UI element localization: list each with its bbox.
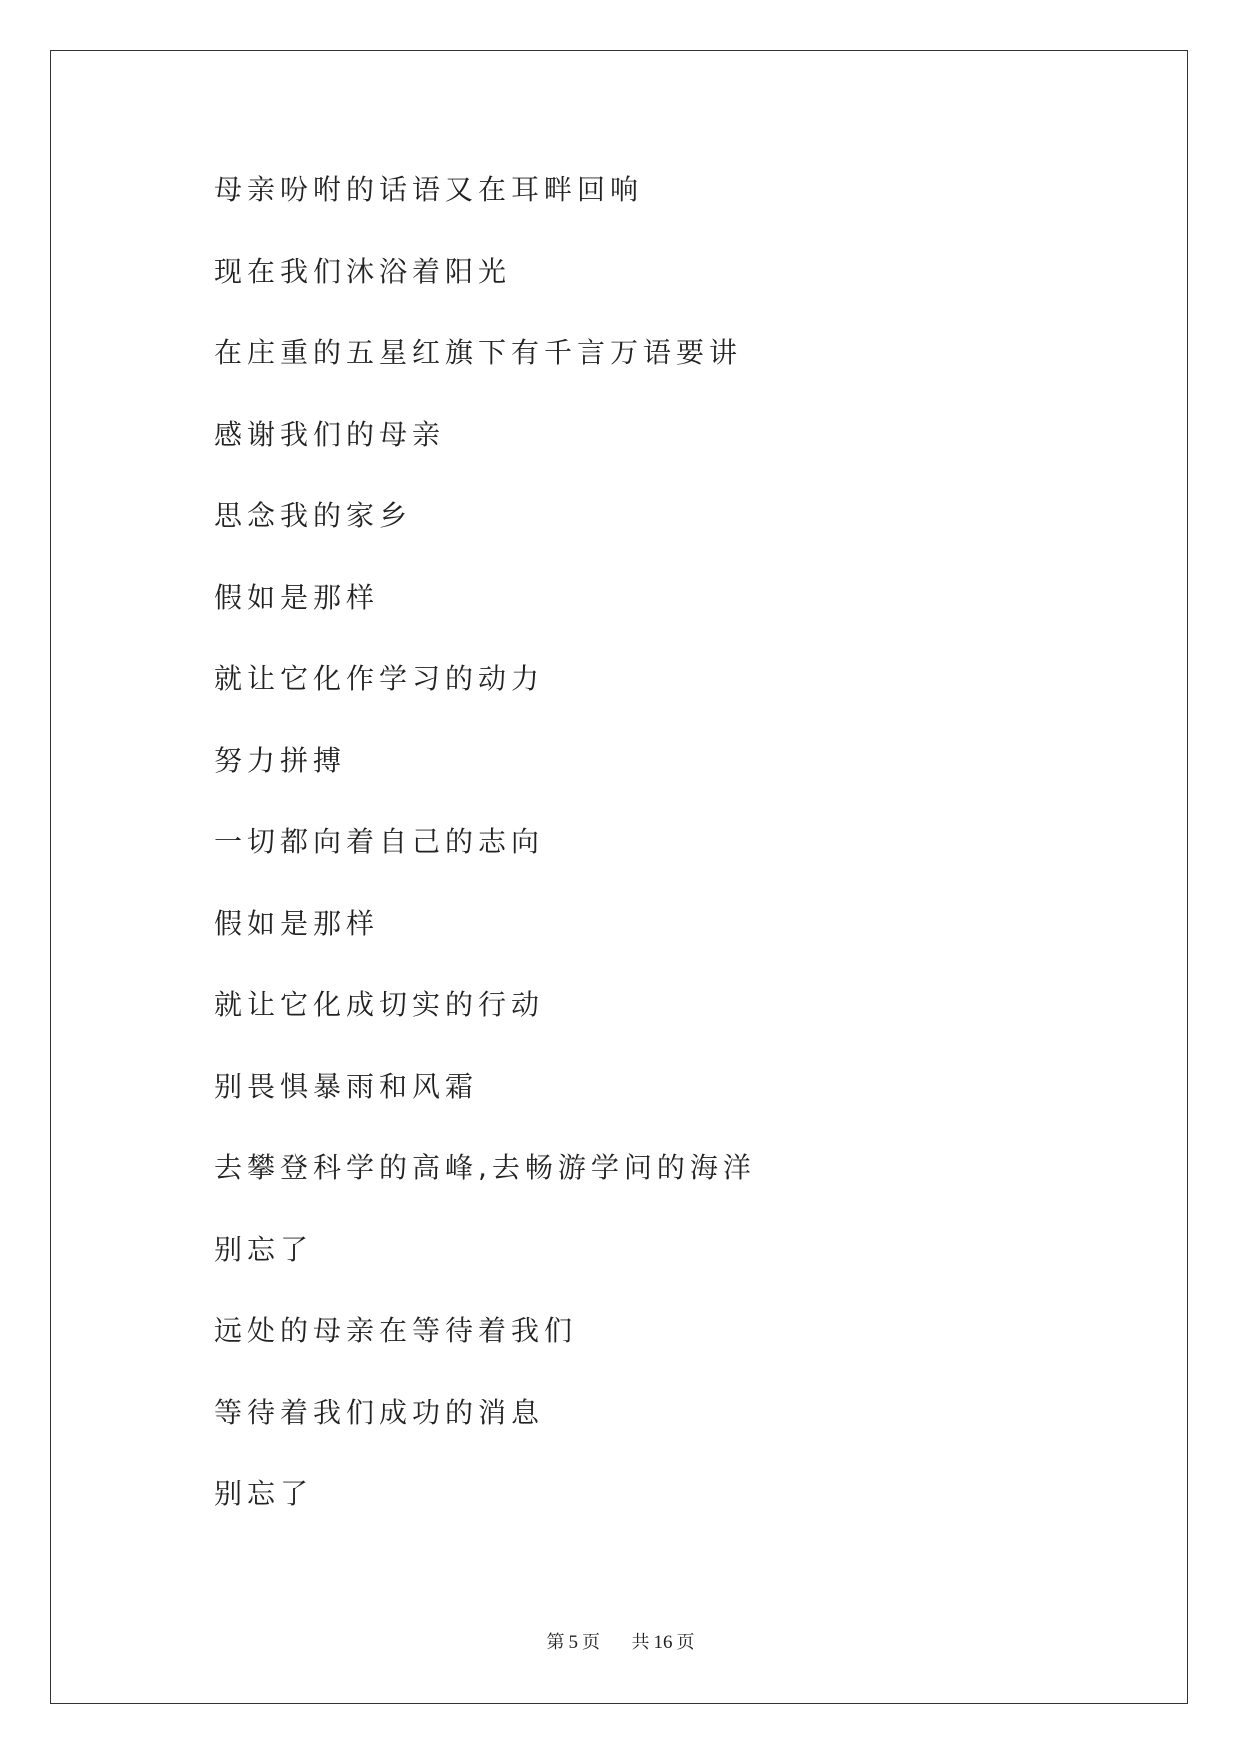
poem-line: 感谢我们的母亲 [214,417,446,451]
poem-line: 别忘了 [214,1232,314,1266]
poem-line: 努力拼搏 [214,743,347,777]
page-footer [0,1628,1241,1654]
total-page-number: 16 [653,1632,673,1653]
poem-line: 思念我的家乡 [214,499,413,532]
poem-line: 远处的母亲在等待着我们 [214,1314,578,1347]
poem-line: 别忘了 [214,1477,314,1510]
poem-body [214,168,756,1554]
page-prefix: 第 [546,1632,565,1653]
poem-line: 别畏惧暴雨和风霜 [214,1069,479,1103]
poem-line: 就让它化成切实的行动 [214,988,545,1021]
poem-line: 去攀登科学的高峰,去畅游学问的海洋 [214,1151,756,1184]
poem-line: 在庄重的五星红旗下有千言万语要讲 [214,336,743,369]
total-suffix: 页 [676,1632,695,1653]
poem-line: 母亲吩咐的话语又在耳畔回响 [214,173,644,206]
poem-line: 现在我们沐浴着阳光 [214,254,512,288]
poem-line: 假如是那样 [214,906,380,940]
total-prefix: 共 [631,1632,650,1653]
current-page-number: 5 [568,1632,579,1653]
poem-line: 就让它化作学习的动力 [214,662,545,695]
poem-line: 假如是那样 [214,580,380,614]
page-suffix: 页 [582,1632,601,1653]
poem-line: 等待着我们成功的消息 [214,1395,545,1429]
poem-line: 一切都向着自己的志向 [214,825,545,858]
